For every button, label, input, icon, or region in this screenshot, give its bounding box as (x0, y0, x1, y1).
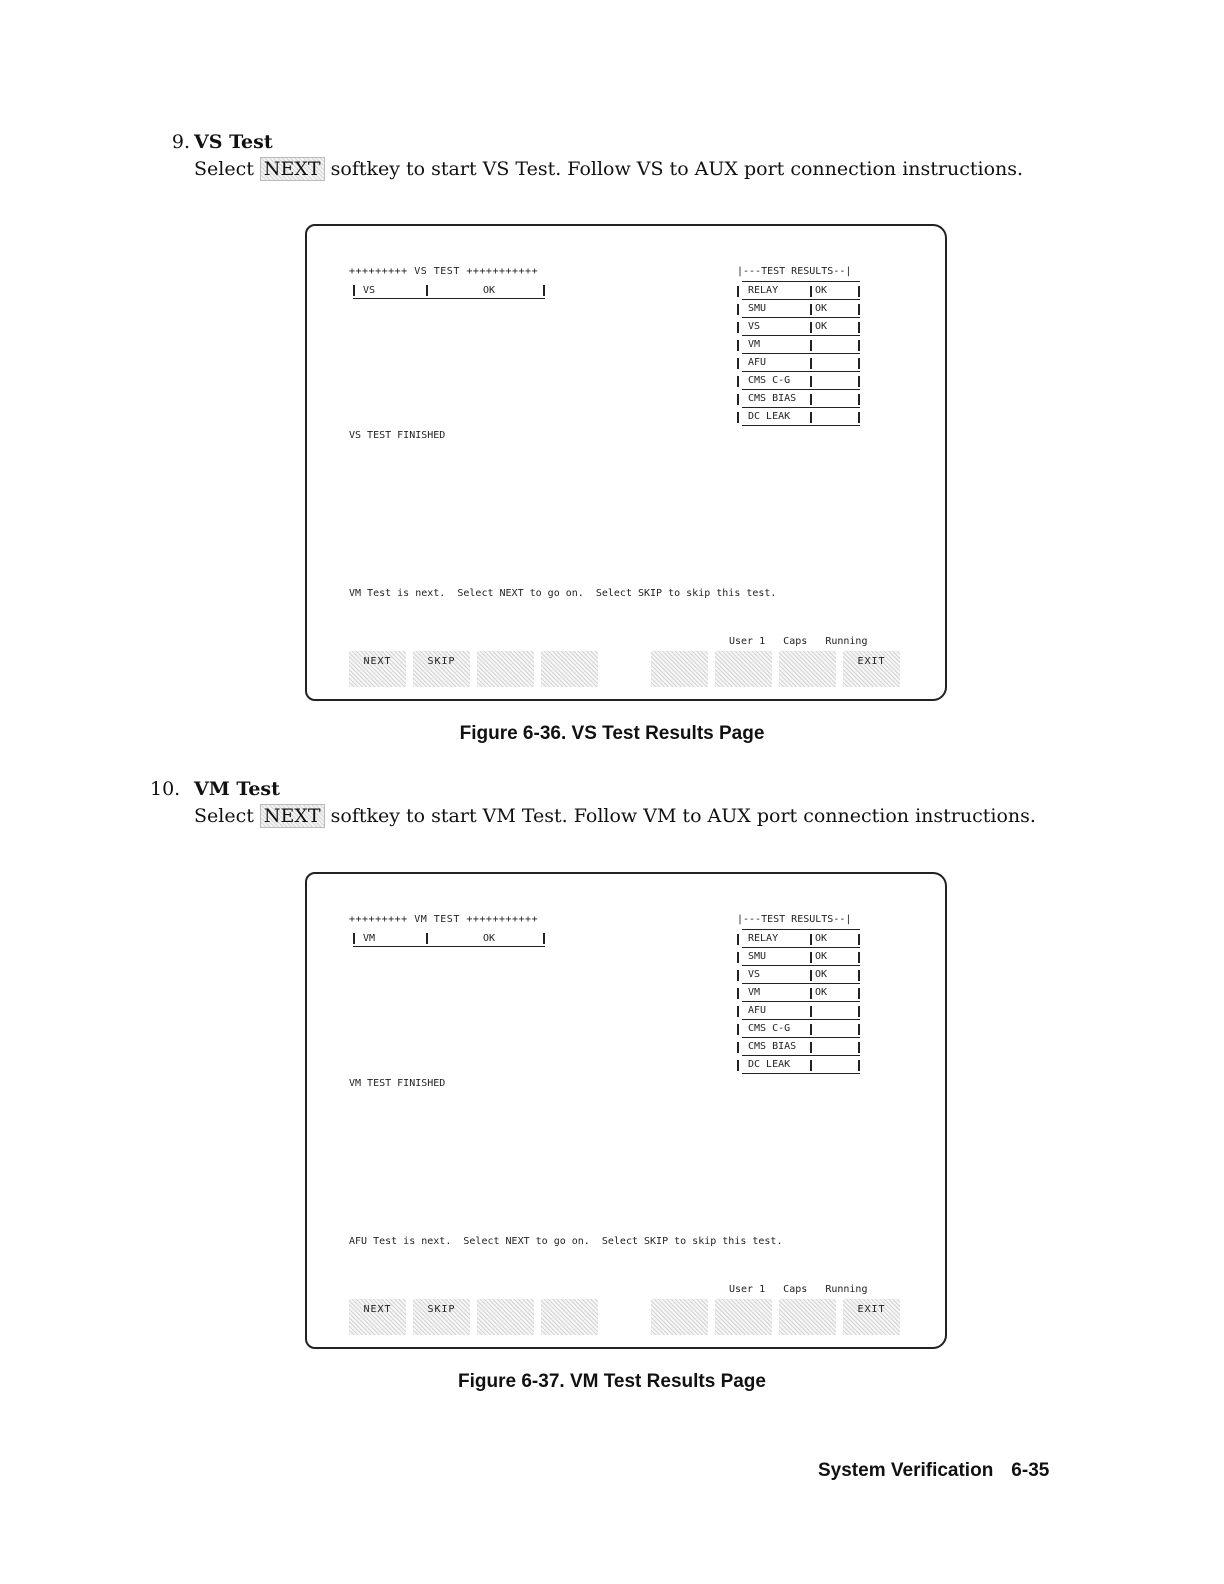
next-softkey-ref: NEXT (260, 804, 325, 828)
skip-softkey[interactable]: SKIP (413, 1299, 470, 1335)
step-number: 10. (150, 778, 181, 800)
test-header: +++++++++ VS TEST +++++++++++ (349, 266, 539, 277)
blank-softkey-7[interactable] (779, 1299, 836, 1335)
page-number: 6-35 (1011, 1460, 1050, 1481)
test-results-header: |---TEST RESULTS--| (737, 914, 852, 925)
exit-softkey[interactable]: EXIT (843, 1299, 900, 1335)
test-results-header: |---TEST RESULTS--| (737, 266, 852, 277)
test-result-row: CMS C-G (737, 1020, 865, 1038)
result-value: OK (483, 933, 496, 944)
vm-test-screen (305, 872, 947, 1349)
blank-softkey-3[interactable] (477, 1299, 534, 1335)
test-result-row: VS OK (737, 318, 865, 336)
next-softkey[interactable]: NEXT (349, 1299, 406, 1335)
test-result-row: VM OK (737, 984, 865, 1002)
current-result-row (353, 284, 545, 299)
test-result-row: VM (737, 336, 865, 354)
test-result-row: SMU OK (737, 300, 865, 318)
status-line: User 1 Caps Running (729, 1284, 868, 1295)
current-result-row (353, 932, 545, 947)
next-test-message: VM Test is next. Select NEXT to go on. Select SKIP to skip this test. (349, 588, 777, 599)
blank-softkey-7[interactable] (779, 651, 836, 687)
vs-test-screen (305, 224, 947, 701)
test-result-row: DC LEAK (737, 408, 865, 426)
test-result-row: VS OK (737, 966, 865, 984)
test-result-row: CMS C-G (737, 372, 865, 390)
test-result-row: CMS BIAS (737, 390, 865, 408)
step-title: VM Test (194, 778, 280, 800)
footer-section: System Verification (818, 1460, 994, 1481)
page-footer (818, 1460, 1049, 1482)
test-header: +++++++++ VM TEST +++++++++++ (349, 914, 539, 925)
finished-message: VM TEST FINISHED (349, 1078, 446, 1089)
blank-softkey-3[interactable] (477, 651, 534, 687)
test-result-row: SMU OK (737, 948, 865, 966)
softkey-bar (349, 1299, 901, 1335)
test-results-panel (737, 282, 865, 426)
figure-caption: Figure 6-36. VS Test Results Page (459, 723, 765, 744)
step-title: VS Test (194, 131, 273, 153)
softkey-bar (349, 651, 901, 687)
test-result-row: DC LEAK (737, 1056, 865, 1074)
result-label: VM (363, 933, 376, 944)
test-results-panel (737, 930, 865, 1074)
test-result-row: AFU (737, 354, 865, 372)
result-value: OK (483, 285, 496, 296)
blank-softkey-4[interactable] (541, 651, 598, 687)
next-softkey[interactable]: NEXT (349, 651, 406, 687)
status-line: User 1 Caps Running (729, 636, 868, 647)
blank-softkey-5[interactable] (651, 1299, 708, 1335)
test-result-row: RELAY OK (737, 282, 865, 300)
exit-softkey[interactable]: EXIT (843, 651, 900, 687)
blank-softkey-6[interactable] (715, 1299, 772, 1335)
step-number: 9. (171, 131, 190, 153)
blank-softkey-4[interactable] (541, 1299, 598, 1335)
result-label: VS (363, 285, 376, 296)
next-test-message: AFU Test is next. Select NEXT to go on. Select SKIP to skip this test. (349, 1236, 783, 1247)
blank-softkey-6[interactable] (715, 651, 772, 687)
skip-softkey[interactable]: SKIP (413, 651, 470, 687)
figure-caption: Figure 6-37. VM Test Results Page (458, 1371, 766, 1392)
finished-message: VS TEST FINISHED (349, 430, 446, 441)
next-softkey-ref: NEXT (260, 157, 325, 181)
step-instruction: Select NEXT softkey to start VS Test. Follow VS to AUX port connection instructions. (194, 158, 1024, 180)
test-result-row: CMS BIAS (737, 1038, 865, 1056)
test-result-row: RELAY OK (737, 930, 865, 948)
step-instruction: Select NEXT softkey to start VM Test. Follow VM to AUX port connection instructions. (194, 805, 1036, 827)
test-result-row: AFU (737, 1002, 865, 1020)
blank-softkey-5[interactable] (651, 651, 708, 687)
